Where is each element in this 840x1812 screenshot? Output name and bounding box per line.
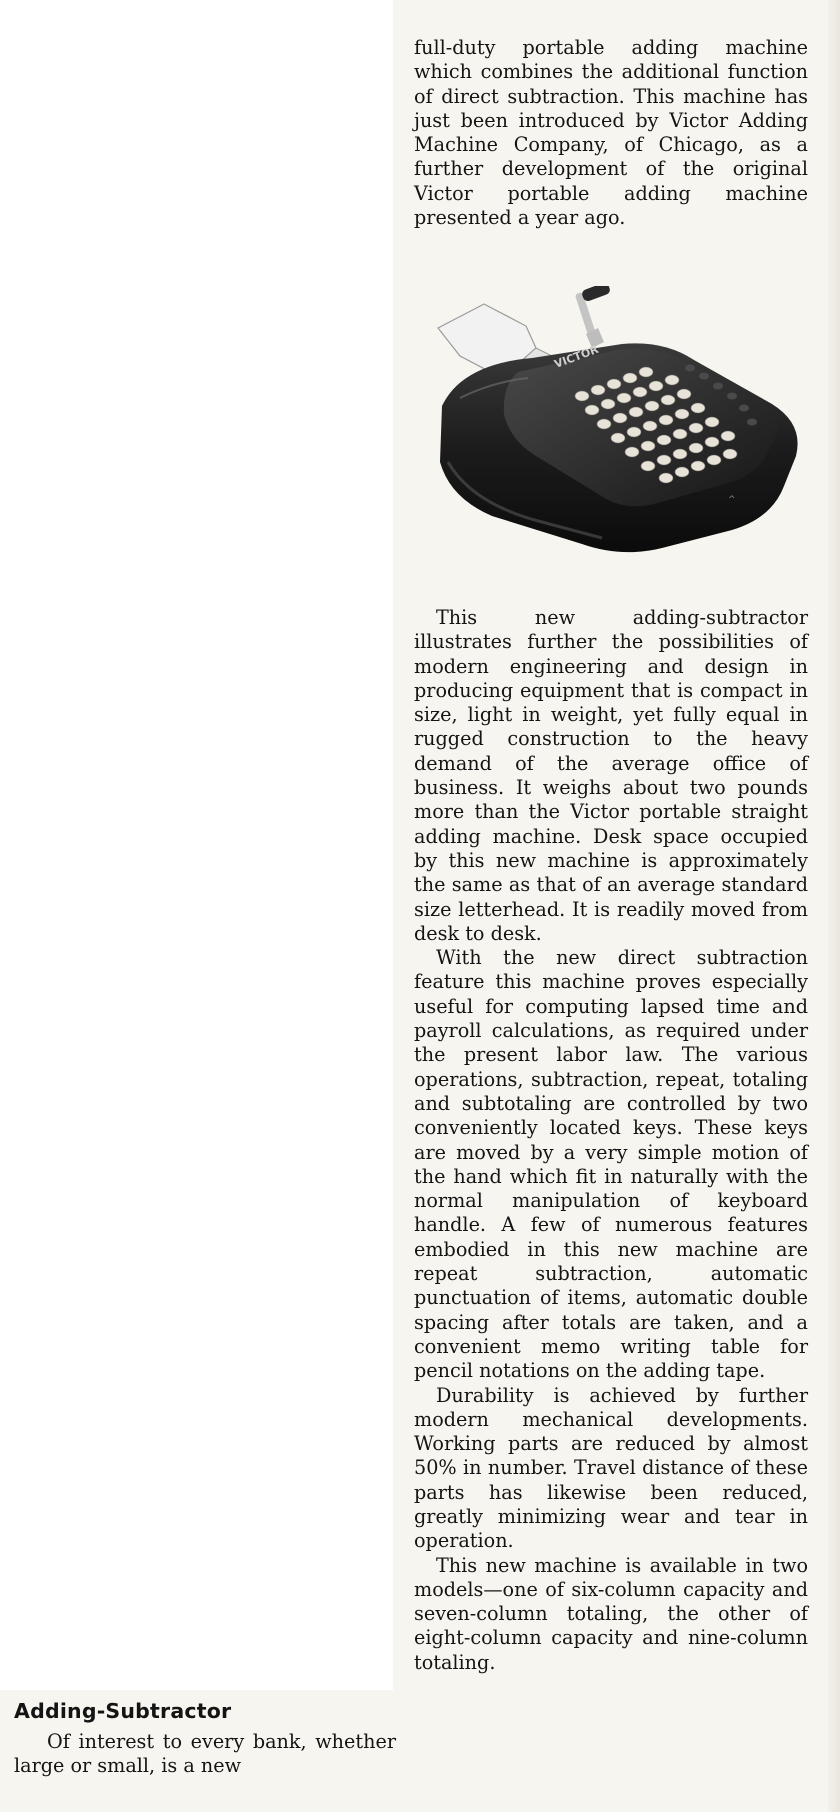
blank-page-area bbox=[0, 0, 393, 1690]
body-paragraph-1: This new adding-subtractor illustrates further the possibilities of modern engineering and design in producing equipment that is compact in size, light in weight, yet fully equal in rugged construction to the heavy demand of the average office of business. It weighs about two pounds more than the Victor portable straight adding machine. Desk space occupied by this new machine is approximately the same as that of an average standard size letterhead. It is readily moved from desk to desk. bbox=[414, 606, 808, 945]
intro-paragraph: full-duty portable adding machine which combines the additional function of direct subtraction. This machine has just been introduced by Victor Adding Machine Company, of Chicago, as a further development of the original Victor portable adding machine presented a year ago. bbox=[414, 36, 808, 230]
body-paragraph-4: This new machine is available in two models—one of six-column capacity and seven-column totaling, the other of eight-column capacity and nine-column totaling. bbox=[414, 1553, 808, 1674]
lead-paragraph: Of interest to every bank, whether large or small, is a new bbox=[14, 1730, 396, 1778]
body-paragraph-3: Durability is achieved by further modern mechanical developments. Working parts are reduced by almost 50% in number. Travel distance of these parts has likewise been reduced, greatly minimizing wear and tear in operation. bbox=[414, 1383, 808, 1553]
adding-machine-photo bbox=[432, 286, 814, 580]
adding-machine-illustration bbox=[432, 286, 814, 580]
page-edge bbox=[828, 0, 840, 1812]
article-body bbox=[414, 606, 808, 1675]
body-paragraph-2: With the new direct subtraction feature this machine proves especially useful for computing lapsed time and payroll calculations, as required under the present labor law. The various operations, subtraction, repeat, totaling and subtotaling are controlled by two conveniently located keys. These keys are moved by a very simple motion of the hand which fit in naturally with the normal manipulation of keyboard handle. A few of numerous features embodied in this new machine are repeat subtraction, automatic punctuation of items, automatic double spacing after totals are taken, and a convenient memo writing table for pencil notations on the adding tape. bbox=[414, 946, 808, 1383]
left-column bbox=[14, 1698, 396, 1779]
section-heading: Adding-Subtractor bbox=[14, 1699, 232, 1723]
svg-text:^: ^ bbox=[728, 495, 736, 505]
brand-label: VICTOR bbox=[552, 342, 601, 371]
